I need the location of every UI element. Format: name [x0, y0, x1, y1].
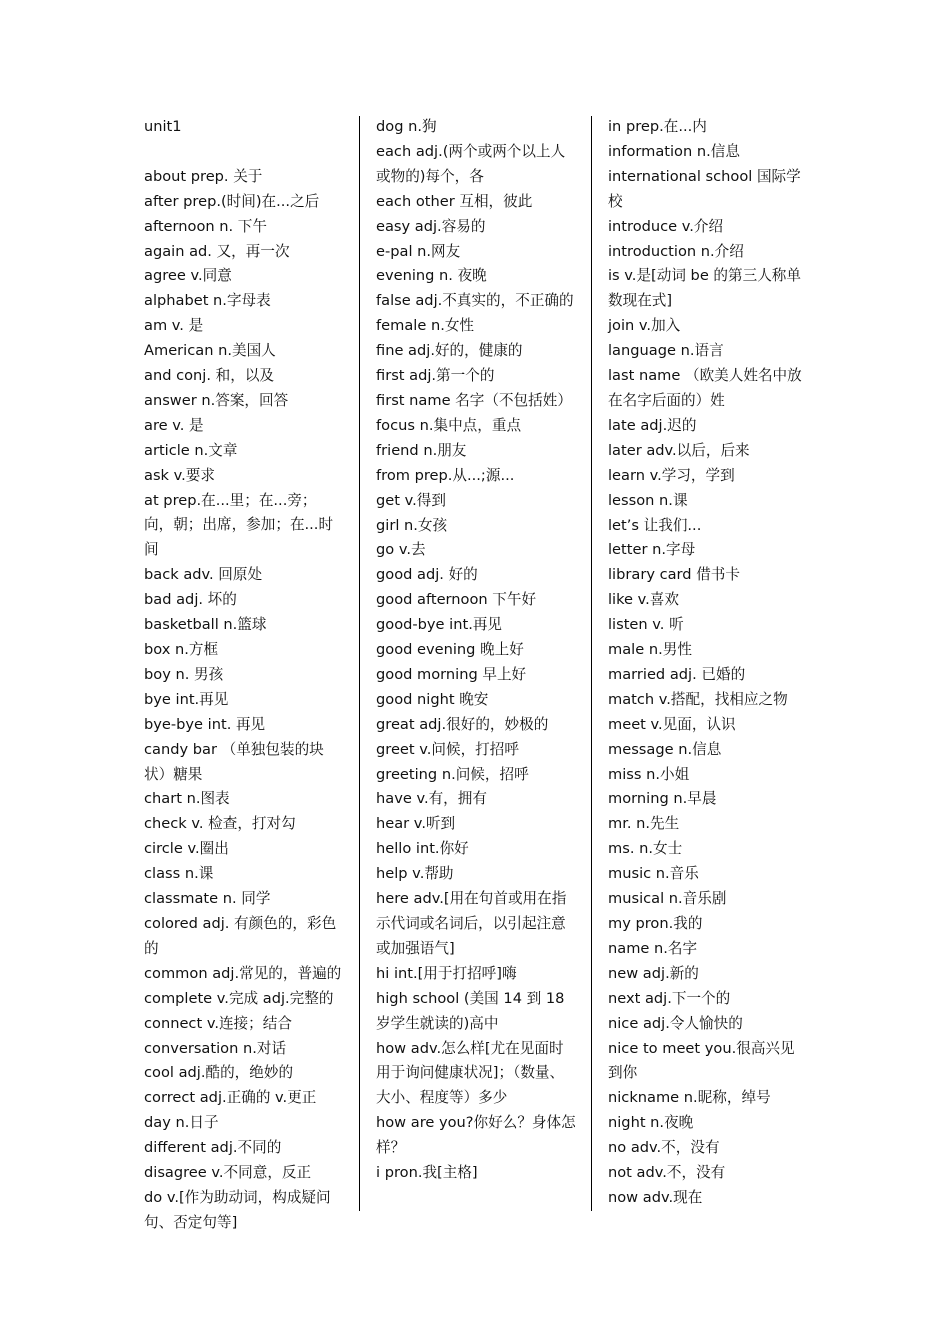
- vocab-entry: connect v.连接；结合: [144, 1014, 292, 1032]
- vocab-entry: my pron.我的: [608, 915, 703, 932]
- vocab-entry: about prep. 关于: [144, 167, 263, 185]
- vocab-entry: false adj.不真实的，不正确的: [376, 292, 574, 310]
- vocab-entry: nice to meet you.很高兴见到你: [608, 1039, 795, 1082]
- vocab-entry: join v.加入: [608, 317, 681, 335]
- vocab-entry: good afternoon 下午好: [376, 591, 537, 609]
- vocab-entry: common adj.常见的，普遍的: [144, 964, 342, 982]
- vocab-entry: correct adj.正确的 v.更正: [144, 1089, 317, 1107]
- vocab-entry: married adj. 已婚的: [608, 665, 746, 683]
- vocab-entry: cool adj.酷的，绝妙的: [144, 1064, 294, 1082]
- vocab-entry: night n.夜晚: [608, 1114, 694, 1132]
- vocab-entry: bye int.再见: [144, 690, 229, 708]
- vocab-entry: conversation n.对话: [144, 1039, 287, 1057]
- vocab-entry: last name （欧美人姓名中放在名字后面的）姓: [608, 367, 802, 409]
- vocab-entry: late adj.迟的: [608, 416, 697, 434]
- vocab-entry: each other 互相，彼此: [376, 192, 533, 210]
- vocab-entry: good adj. 好的: [376, 566, 478, 584]
- vocab-entry: information n.信息: [608, 142, 740, 160]
- vocab-entry: fine adj.好的，健康的: [376, 342, 523, 360]
- vocab-entry: not adv.不，没有: [608, 1164, 726, 1182]
- vocab-entry: high school (美国 14 到 18 岁学生就读的)高中: [376, 989, 565, 1032]
- vocab-entry: later adv.以后，后来: [608, 441, 750, 459]
- vocab-entry: good-bye int.再见: [376, 616, 503, 634]
- vocab-entry: box n.方框: [144, 641, 219, 659]
- vocab-entry: first name 名字（不包括姓）: [376, 391, 572, 409]
- vocab-entry: no adv.不，没有: [608, 1139, 720, 1157]
- vocab-entry: male n.男性: [608, 641, 692, 659]
- vocab-entry: next adj.下一个的: [608, 989, 731, 1007]
- vocab-entry: name n.名字: [608, 939, 698, 957]
- vocab-entry: at prep.在...里；在...旁；向，朝；出席，参加；在...时间: [144, 491, 334, 559]
- vocab-entry: morning n.早晨: [608, 790, 717, 808]
- vocab-entry: greeting n.问候，招呼: [376, 765, 529, 783]
- vocab-entry: bye-bye int. 再见: [144, 715, 266, 733]
- vocab-entry: language n.语言: [608, 342, 724, 360]
- vocab-entry: disagree v.不同意，反正: [144, 1164, 312, 1182]
- vocab-entry: classmate n. 同学: [144, 890, 271, 908]
- vocab-entry: friend n.朋友: [376, 441, 467, 459]
- vocab-entry: how are you?你好么？身体怎样？: [376, 1114, 576, 1157]
- vocab-entry: evening n. 夜晚: [376, 267, 487, 285]
- vocab-entry: musical n.音乐剧: [608, 890, 727, 908]
- vocab-entry: greet v.问候，打招呼: [376, 740, 519, 758]
- vocab-entry: agree v.同意: [144, 267, 232, 285]
- vocab-entry: article n.文章: [144, 441, 238, 459]
- vocab-entry: dog n.狗: [376, 118, 437, 135]
- vocab-entry: library card 借书卡: [608, 566, 740, 584]
- vocab-entry: have v.有，拥有: [376, 790, 487, 808]
- vocab-entry: like v.喜欢: [608, 591, 679, 609]
- vocab-entry: meet v.见面，认识: [608, 715, 736, 733]
- vocab-entry: answer n.答案，回答: [144, 391, 289, 409]
- vocab-entry: each adj.(两个或两个以上人或物的)每个，各: [376, 142, 566, 185]
- vocab-entry: message n.信息: [608, 740, 722, 758]
- vocab-entry: in prep.在...内: [608, 118, 707, 135]
- vocab-entry: female n.女性: [376, 317, 475, 335]
- vocab-entry: good morning 早上好: [376, 665, 527, 683]
- vocab-entry: basketball n.篮球: [144, 616, 267, 634]
- vocab-entry: bad adj. 坏的: [144, 591, 237, 609]
- vocab-entry: complete v.完成 adj.完整的: [144, 989, 334, 1007]
- vocab-column-1: [144, 115, 344, 1236]
- vocab-entry: go v.去: [376, 541, 426, 559]
- vocab-entry: after prep.(时间)在...之后: [144, 192, 320, 210]
- vocab-entry: do v.[作为助动词，构成疑问句、否定句等]: [144, 1188, 331, 1231]
- vocab-entry: introduce v.介绍: [608, 217, 724, 235]
- vocab-entry: hi int.[用于打招呼]嗨: [376, 964, 517, 982]
- column-divider: [359, 116, 360, 1211]
- vocab-entry: different adj.不同的: [144, 1139, 282, 1157]
- vocab-entry: good evening 晚上好: [376, 641, 524, 659]
- vocab-entry: back adv. 回原处: [144, 566, 263, 584]
- vocab-entry: first adj.第一个的: [376, 367, 495, 385]
- vocab-entry: chart n.图表: [144, 790, 230, 808]
- vocab-entry: listen v. 听: [608, 616, 684, 634]
- vocab-entry: boy n. 男孩: [144, 665, 224, 683]
- vocab-entry: am v. 是: [144, 317, 204, 335]
- vocab-entry: alphabet n.字母表: [144, 292, 271, 310]
- vocab-entry: how adv.怎么样[尤在见面时用于询问健康状况]；（数量、大小、程度等）多少: [376, 1039, 565, 1107]
- vocab-entry: letter n.字母: [608, 541, 696, 559]
- vocab-entry: circle v.圈出: [144, 840, 229, 858]
- vocab-entry: and conj. 和，以及: [144, 367, 275, 385]
- vocab-entry: here adv.[用在句首或用在指示代词或名词后，以引起注意或加强语气]: [376, 890, 567, 957]
- vocab-entry: get v.得到: [376, 491, 446, 509]
- vocab-entry: lesson n.课: [608, 491, 688, 509]
- vocab-entry: e-pal n.网友: [376, 242, 461, 260]
- vocab-entry: focus n.集中点，重点: [376, 416, 522, 434]
- vocab-entry: ask v.要求: [144, 466, 215, 484]
- unit-heading: unit1: [144, 118, 182, 135]
- vocab-entry: day n.日子: [144, 1114, 219, 1132]
- vocab-entry: good night 晚安: [376, 690, 489, 708]
- vocab-entry: from prep.从...;源...: [376, 466, 515, 484]
- vocab-entry: again ad. 又，再一次: [144, 242, 290, 260]
- vocab-entry: American n.美国人: [144, 342, 276, 360]
- vocab-entry: let’s 让我们...: [608, 516, 702, 534]
- vocab-entry: nice adj.令人愉快的: [608, 1014, 743, 1032]
- column-divider: [591, 116, 592, 1211]
- vocab-entry: great adj.很好的，妙极的: [376, 715, 549, 733]
- vocab-entry: music n.音乐: [608, 865, 699, 883]
- vocab-entry: now adv.现在: [608, 1188, 703, 1206]
- vocab-entry: new adj.新的: [608, 964, 699, 982]
- vocab-entry: introduction n.介绍: [608, 242, 744, 260]
- vocab-entry: international school 国际学校: [608, 167, 801, 210]
- vocab-entry: miss n.小姐: [608, 765, 690, 783]
- vocab-entry: ms. n.女士: [608, 840, 683, 858]
- vocab-entry: nickname n.昵称，绰号: [608, 1089, 771, 1107]
- vocab-entry: hear v.听到: [376, 815, 456, 833]
- vocab-entry: is v.是[动词 be 的第三人称单数现在式]: [608, 267, 801, 310]
- vocab-entry: are v. 是: [144, 416, 204, 434]
- vocab-entry: mr. n.先生: [608, 815, 680, 833]
- vocab-entry: learn v.学习，学到: [608, 466, 735, 484]
- vocab-entry: check v. 检查，打对勾: [144, 815, 296, 833]
- vocab-entry: i pron.我[主格]: [376, 1164, 478, 1182]
- vocab-entry: girl n.女孩: [376, 516, 448, 534]
- vocab-entry: easy adj.容易的: [376, 217, 486, 235]
- vocab-entry: match v.搭配，找相应之物: [608, 690, 788, 708]
- vocab-entry: afternoon n. 下午: [144, 217, 267, 235]
- vocab-entry: [144, 140, 344, 165]
- vocab-entry: hello int.你好: [376, 840, 469, 858]
- vocab-column-3: [608, 115, 808, 1211]
- vocab-column-2: [376, 115, 576, 1186]
- vocab-entry: candy bar （单独包装的块状）糖果: [144, 740, 324, 783]
- vocab-entry: class n.课: [144, 865, 214, 883]
- vocab-entry: help v.帮助: [376, 865, 454, 883]
- vocab-entry: colored adj. 有颜色的，彩色的: [144, 914, 337, 957]
